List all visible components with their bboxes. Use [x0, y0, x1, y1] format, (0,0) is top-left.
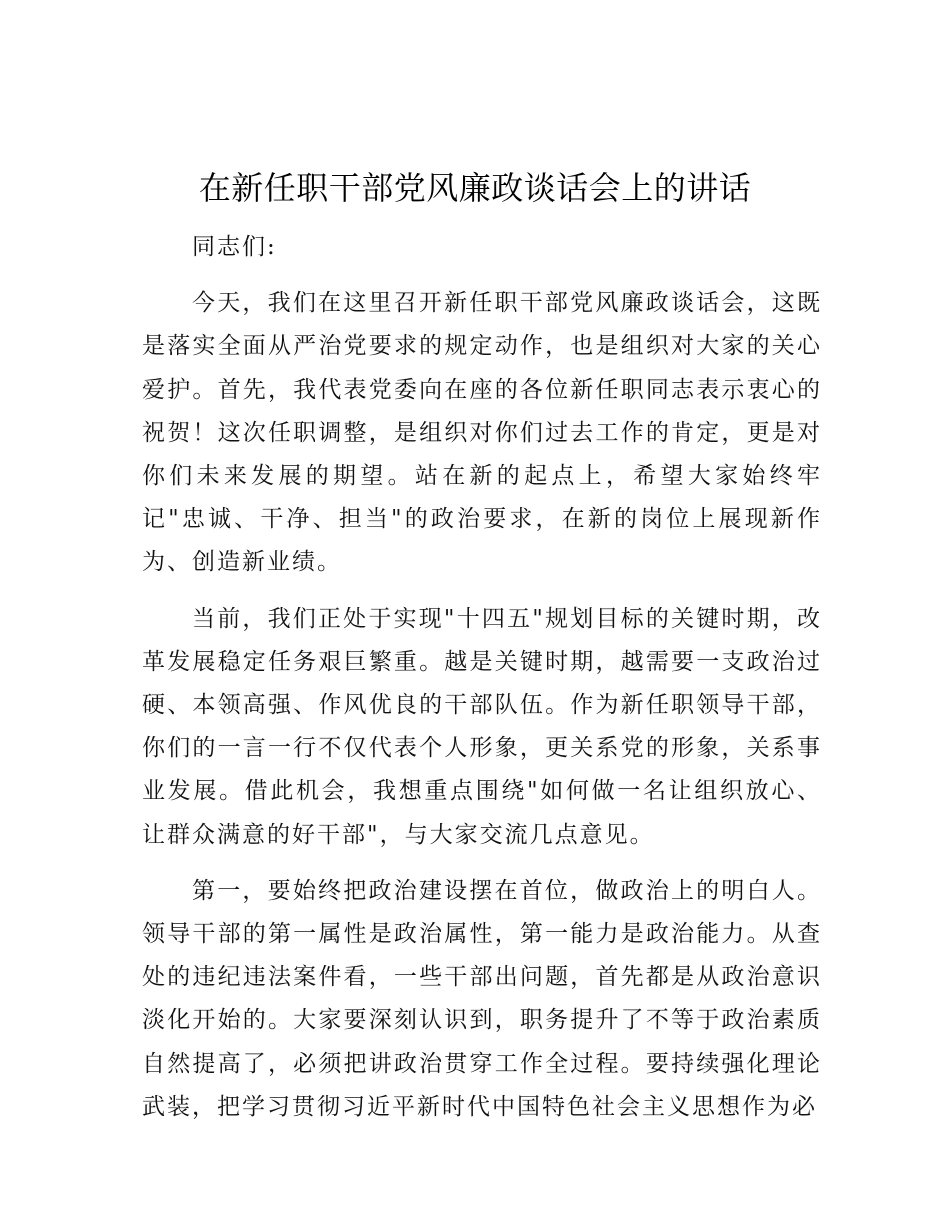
- paragraph-3: 第一，要始终把政治建设摆在首位，做政治上的明白人。领导干部的第一属性是政治属性，第一能力是政治能力。从查处的违纪违法案件看，一些干部出问题，首先都是从政治意识淡化开始的。大家要深刻认识到，职务提升了不等于政治素质自然提高了，必须把讲政治贯穿工作全过程。要持续强化理论武装，把学习贯彻习近平新时代中国特色社会主义思想作为必: [142, 877, 822, 1120]
- salutation: 同志们:: [192, 234, 277, 260]
- document-title: 在新任职干部党风廉政谈话会上的讲话: [198, 169, 752, 207]
- paragraph-1: 今天，我们在这里召开新任职干部党风廉政谈话会，这既是落实全面从严治党要求的规定动作，也是组织对大家的关心爱护。首先，我代表党委向在座的各位新任职同志表示衷心的祝贺！这次任职调整，是组织对你们过去工作的肯定，更是对你们未来发展的期望。站在新的起点上，希望大家始终牢记"忠诚、干净、担当"的政治要求，在新的岗位上展现新作为、创造新业绩。: [142, 290, 822, 576]
- paragraph-2: 当前，我们正处于实现"十四五"规划目标的关键时期，改革发展稳定任务艰巨繁重。越是关键时期，越需要一支政治过硬、本领高强、作风优良的干部队伍。作为新任职领导干部，你们的一言一行不仅代表个人形象，更关系党的形象，关系事业发展。借此机会，我想重点围绕"如何做一名让组织放心、让群众满意的好干部"，与大家交流几点意见。: [142, 605, 822, 848]
- document-body: [142, 226, 822, 1129]
